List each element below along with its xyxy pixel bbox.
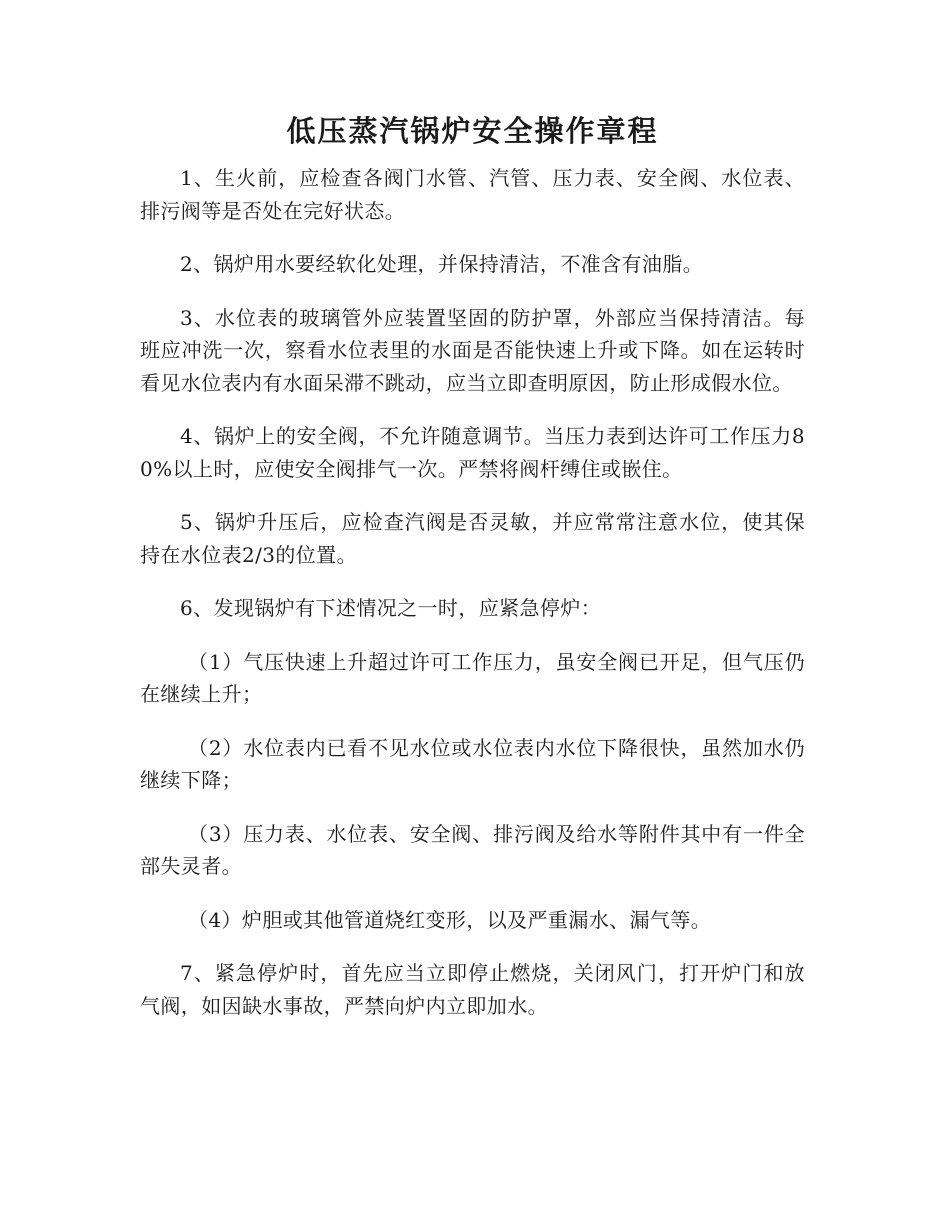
sub-item-2: （2）水位表内已看不见水位或水位表内水位下降很快，虽然加水仍继续下降； <box>140 735 805 792</box>
sub-item-1: （1）气压快速上升超过许可工作压力，虽安全阀已开足，但气压仍在继续上升； <box>140 649 805 706</box>
paragraph-3: 3、水位表的玻璃管外应装置坚固的防护罩，外部应当保持清洁。每班应冲洗一次，察看水位表里的水面是否能快速上升或下降。如在运转时看见水位表内有水面呆滞不跳动，应当立即查明原因，防止形成假水位。 <box>140 305 805 395</box>
paragraph-7: 7、紧急停炉时，首先应当立即停止燃烧，关闭风门，打开炉门和放气阀，如因缺水事故，严禁向炉内立即加水。 <box>140 961 805 1018</box>
paragraph-5: 5、锅炉升压后，应检查汽阀是否灵敏，并应常常注意水位，使其保持在水位表2/3的位置。 <box>140 510 805 567</box>
paragraph-4: 4、锅炉上的安全阀，不允许随意调节。当压力表到达许可工作压力80%以上时，应使安全阀排气一次。严禁将阀杆缚住或嵌住。 <box>140 424 805 481</box>
document-title: 低压蒸汽锅炉安全操作章程 <box>286 114 659 148</box>
sub-item-4: （4）炉胆或其他管道烧红变形，以及严重漏水、漏气等。 <box>188 907 712 932</box>
document-page <box>140 108 805 1043</box>
sub-item-3: （3）压力表、水位表、安全阀、排污阀及给水等附件其中有一件全部失灵者。 <box>140 821 805 878</box>
paragraph-1: 1、生火前，应检查各阀门水管、汽管、压力表、安全阀、水位表、排污阀等是否处在完好状态。 <box>140 166 805 223</box>
paragraph-6: 6、发现锅炉有下述情况之一时，应紧急停炉： <box>180 596 602 620</box>
paragraph-2: 2、锅炉用水要经软化处理，并保持清洁，不准含有油脂。 <box>180 252 704 276</box>
